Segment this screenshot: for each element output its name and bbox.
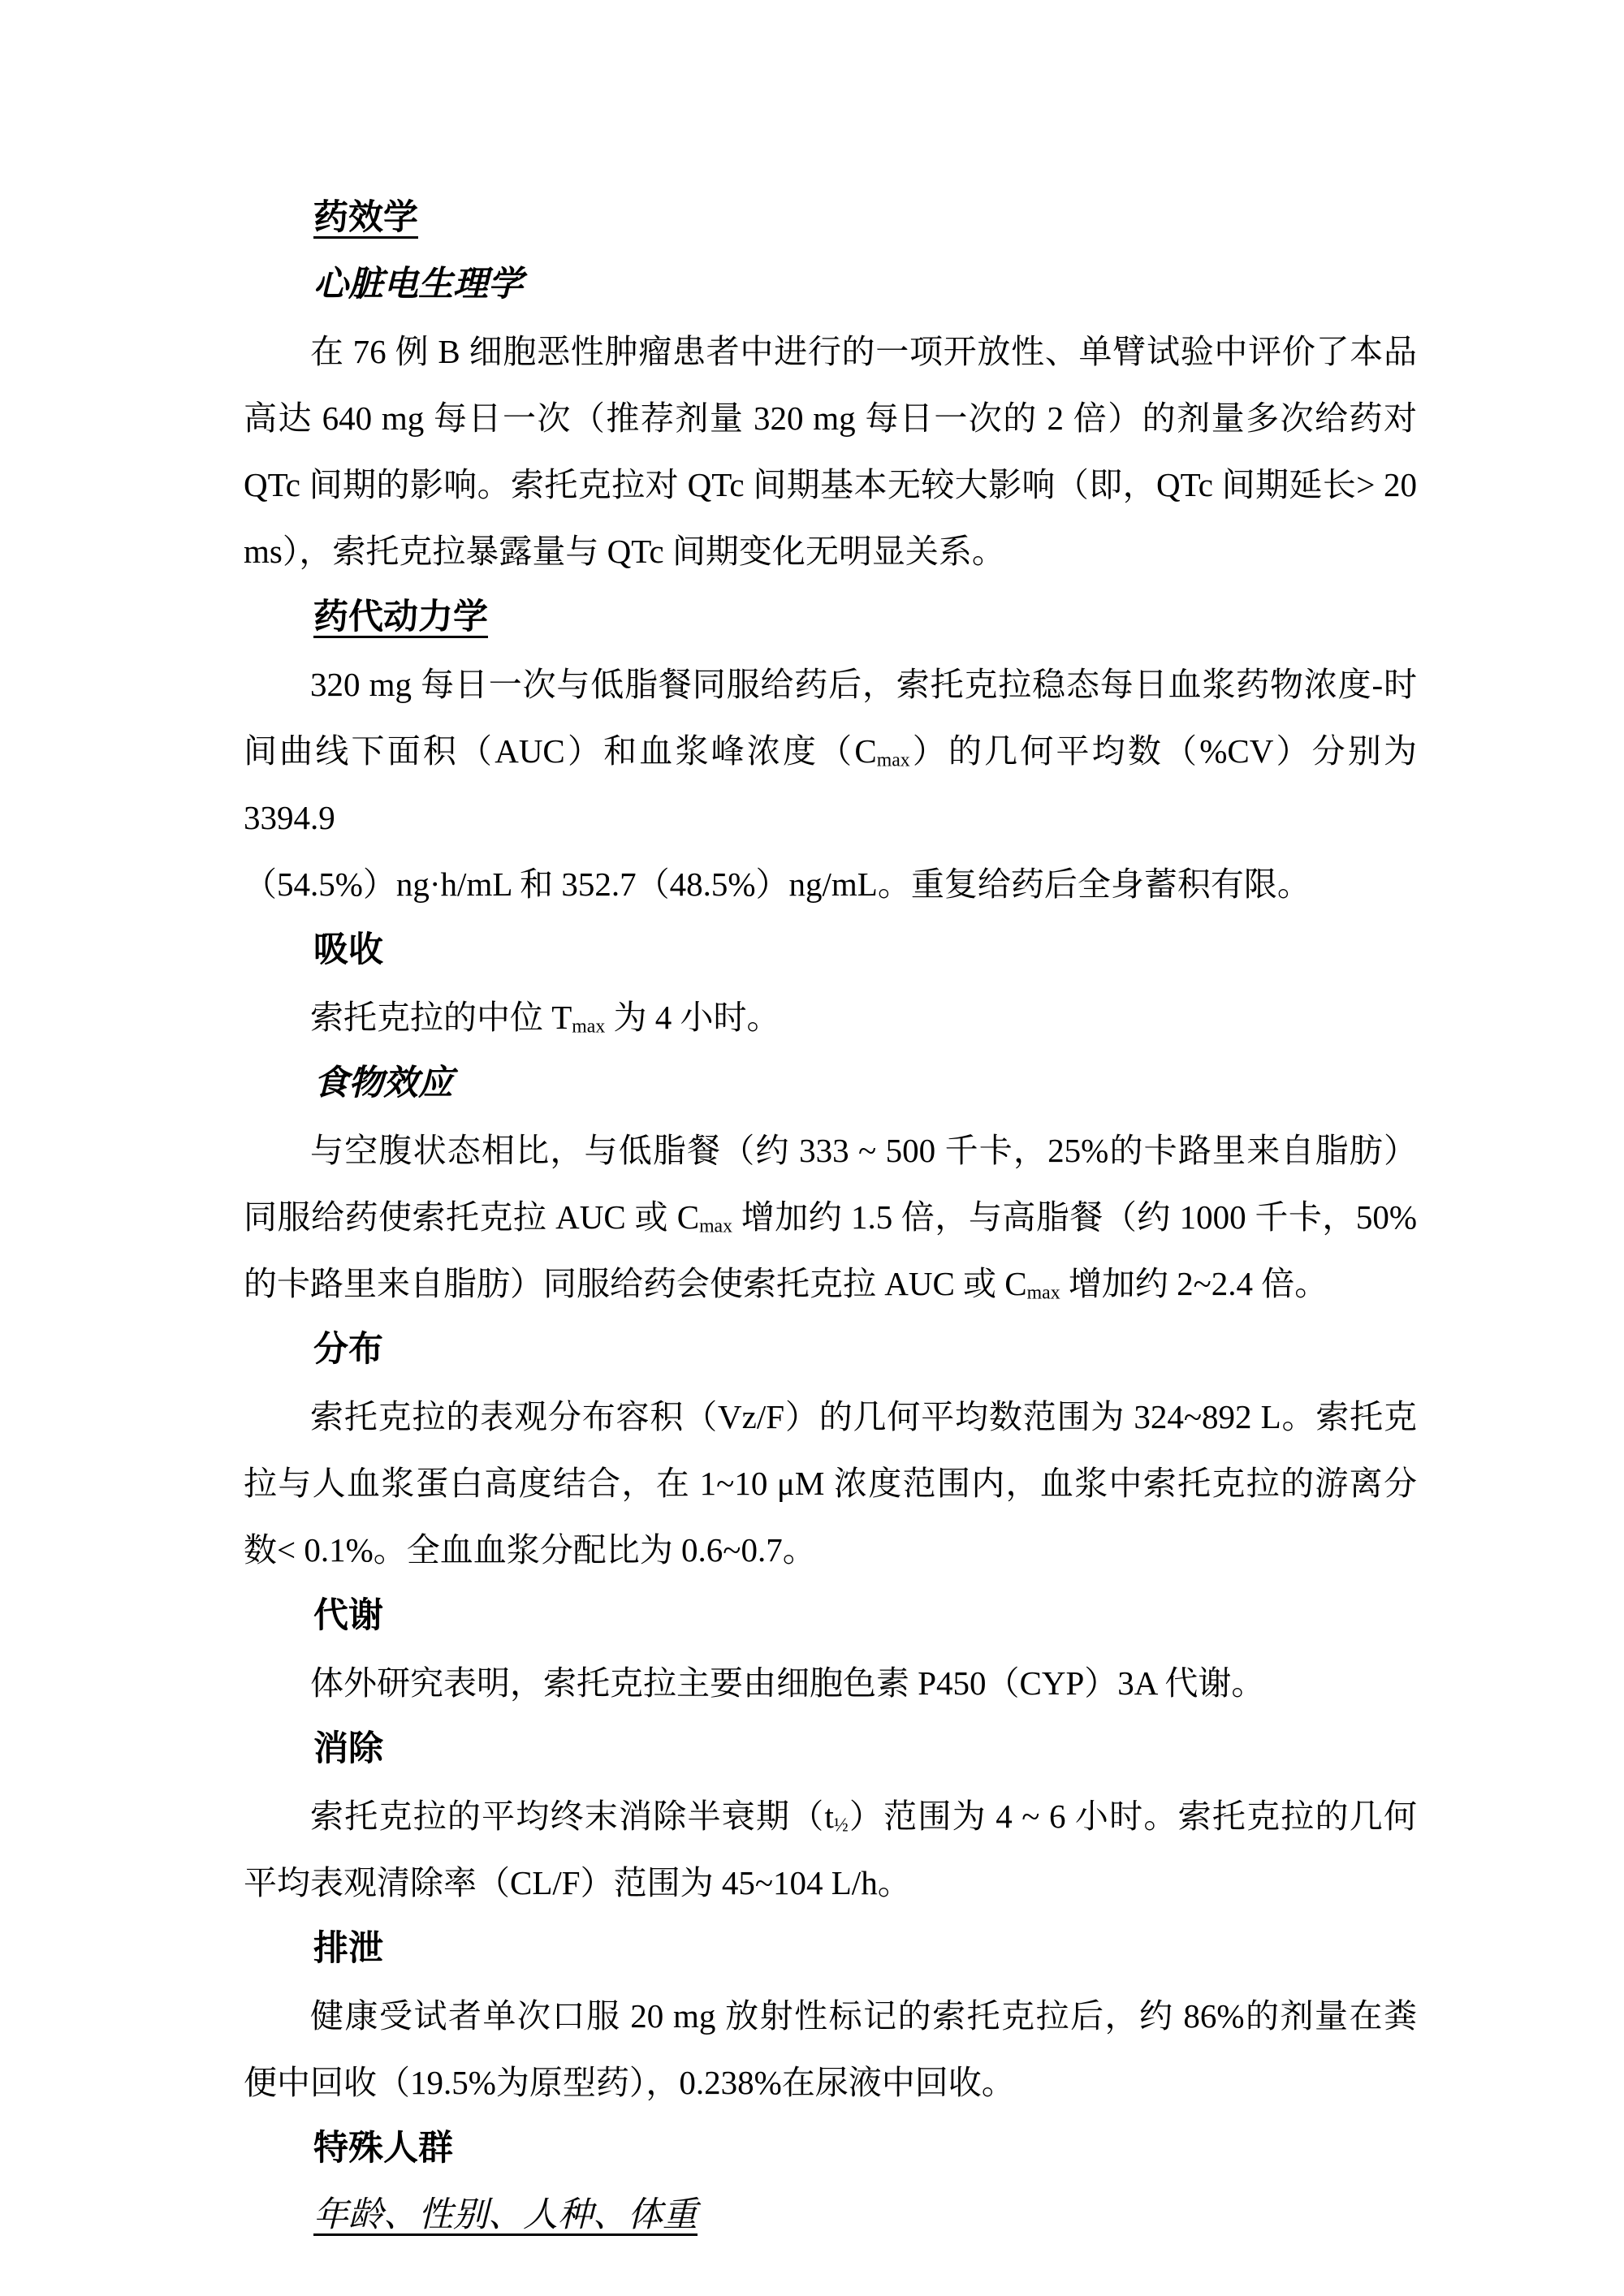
subsection-heading-cardiac-electrophysiology-text: 心脏电生理学 bbox=[313, 265, 523, 304]
qtc-paragraph-line: 在 76 例 B 细胞恶性肿瘤患者中进行的一项开放性、单臂试验中评价了本品 bbox=[310, 333, 1417, 370]
food-effect-line: 与空腹状态相比，与低脂餐（约 333 ~ 500 千卡，25%的卡路里来自脂肪） bbox=[310, 1132, 1417, 1169]
subsection-heading-elimination bbox=[244, 1716, 1417, 1783]
food-effect-line: 的卡路里来自脂肪）同服给药会使索托克拉 AUC 或 $C_{max}$ 增加约 2~2.4 倍。 bbox=[244, 1265, 1328, 1304]
excretion-line: 便中回收（19.5%为原型药），0.238%在尿液中回收。 bbox=[244, 2064, 1015, 2101]
qtc-paragraph-line: QTc 间期的影响。索托克拉对 QTc 间期基本无较大影响（即，QTc 间期延长> 20 bbox=[244, 466, 1417, 503]
qtc-paragraph-line: ms），索托克拉暴露量与 QTc 间期变化无明显关系。 bbox=[244, 533, 1005, 570]
subsection-heading-distribution bbox=[244, 1317, 1417, 1383]
qtc-paragraph-line: 高达 640 mg 每日一次（推荐剂量 320 mg 每日一次的 2 倍）的剂量多次给药对 bbox=[244, 399, 1417, 437]
subsection-heading-metabolism-text: 代谢 bbox=[313, 1597, 383, 1635]
subsection-heading-food-effect bbox=[244, 1051, 1417, 1117]
subsection-heading-age-sex-race-weight bbox=[244, 2182, 1417, 2249]
subsection-heading-excretion-text: 排泄 bbox=[313, 1930, 383, 1968]
excretion-line: 健康受试者单次口服 20 mg 放射性标记的索托克拉后，约 86%的剂量在粪 bbox=[310, 1997, 1417, 2035]
subsection-heading-metabolism bbox=[244, 1583, 1417, 1650]
section-heading-pharmacokinetics-text: 药代动力学 bbox=[313, 598, 488, 637]
subsection-heading-special-populations-text: 特殊人群 bbox=[313, 2130, 453, 2168]
subsection-heading-absorption-text: 吸收 bbox=[313, 931, 383, 969]
subsection-heading-excretion bbox=[244, 1916, 1417, 1983]
metabolism-line: 体外研究表明，索托克拉主要由细胞色素 P450（CYP）3A 代谢。 bbox=[310, 1664, 1265, 1702]
section-heading-pharmacodynamics bbox=[244, 185, 1417, 252]
distribution-line: 数< 0.1%。全血血浆分配比为 0.6~0.7。 bbox=[244, 1531, 816, 1569]
bottom-margin bbox=[244, 2249, 1417, 2296]
section-heading-pharmacokinetics bbox=[244, 585, 1417, 651]
pk-intro-line: 320 mg 每日一次与低脂餐同服给药后，索托克拉稳态每日血浆药物浓度-时 bbox=[310, 666, 1417, 703]
subsection-heading-absorption bbox=[244, 917, 1417, 984]
absorption-line: 索托克拉的中位 $T_{max}$ 为 4 小时。 bbox=[310, 999, 780, 1038]
food-effect-line: 同服给药使索托克拉 AUC 或 $C_{max}$ 增加约 1.5 倍，与高脂餐（约 1000 千卡，50% bbox=[244, 1198, 1417, 1237]
subsection-heading-distribution-text: 分布 bbox=[313, 1331, 383, 1369]
distribution-line: 拉与人血浆蛋白高度结合，在 1~10 μM 浓度范围内，血浆中索托克拉的游离分 bbox=[244, 1465, 1417, 1502]
elimination-line: 平均表观清除率（CL/F）范围为 45~104 L/h。 bbox=[244, 1864, 911, 1901]
distribution-line: 索托克拉的表观分布容积（Vz/F）的几何平均数范围为 324~892 L。索托克 bbox=[310, 1398, 1417, 1435]
subsection-heading-age-sex-race-weight-text: 年龄、性别、人种、体重 bbox=[313, 2196, 698, 2234]
subsection-heading-cardiac-electrophysiology bbox=[244, 252, 1417, 318]
elimination-line: 索托克拉的平均终末消除半衰期$(t_{\frac{1}{2}})$范围为 4 ~ 6 小时。索托克拉的几何 bbox=[310, 1798, 1417, 1836]
pk-intro-line: （54.5%）ng·h/mL 和 352.7（48.5%）ng/mL。重复给药后全身蓄积有限。 bbox=[244, 865, 1311, 903]
subsection-heading-special-populations bbox=[244, 2116, 1417, 2182]
subsection-heading-food-effect-text: 食物效应 bbox=[313, 1064, 453, 1103]
pk-intro-line: 间曲线下面积（AUC）和血浆峰浓度$(C_{max})$的几何平均数（%CV）分别为 3394.9 bbox=[244, 732, 1417, 836]
section-heading-pharmacodynamics-text: 药效学 bbox=[313, 199, 418, 237]
subsection-heading-elimination-text: 消除 bbox=[313, 1730, 383, 1768]
